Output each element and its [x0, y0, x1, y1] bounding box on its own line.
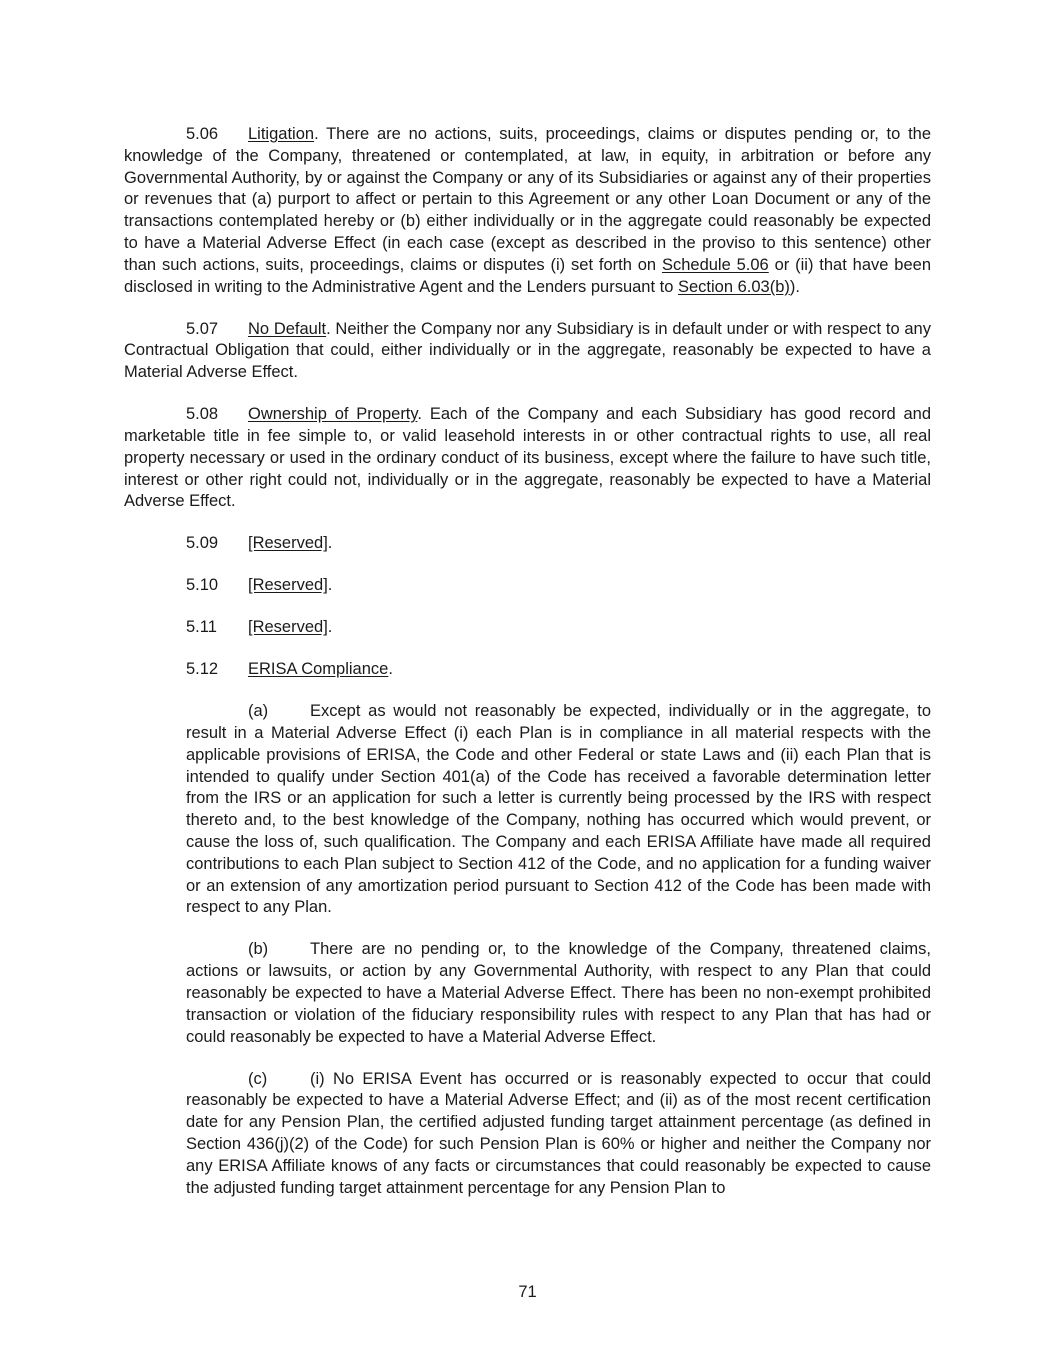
section-number: 5.08: [186, 405, 219, 424]
section-5-12: [186, 659, 931, 681]
section-text: or (ii) that have been disclosed in writing to the Administrative Agent and the Lenders pursuant to: [124, 255, 932, 296]
section-text: . There are no actions, suits, proceedings, claims or disputes pending or, to the knowledge of the Company, threatened or contemplated, at law, in equity, in arbitration or before any Governmental Authority, by or against the Company or any of its Subsidiaries or against any of their properties or revenues that (a) purport to affect or pertain to this Agreement or any other Loan Document or any of the transactions contemplated hereby or (b) either individually or in the aggregate could reasonably be expected to have a Material Adverse Effect (in each case (except as described in the proviso to this sentence) other than such actions, suits, proceedings, claims or disputes (i) set forth on: [124, 125, 931, 274]
section-number: 5.12: [186, 660, 219, 679]
subsection-label: (a): [248, 702, 269, 721]
subsection-a: [186, 701, 931, 919]
subsection-text: There are no pending or, to the knowledge of the Company, threatened claims, actions or lawsuits, or action by any Governmental Authority, with respect to any Plan that could reasonably be expected to have a Material Adverse Effect. There has been no non-exempt prohibited transaction or violation of the fiduciary responsibility rules with respect to any Plan that has had or could reasonably be expected to have a Material Adverse Effect.: [186, 940, 931, 1046]
subsection-c: [186, 1069, 931, 1200]
section-tail: .: [388, 660, 393, 679]
section-heading: Litigation: [248, 125, 315, 143]
page-number: 71: [518, 1283, 537, 1301]
section-tail: .: [327, 618, 333, 637]
section-number: 5.06: [186, 125, 219, 143]
section-number: 5.09: [186, 534, 219, 553]
subsection-label: (c): [248, 1069, 268, 1088]
section-reference: Section 6.03(b): [678, 277, 790, 296]
document-page: [124, 124, 931, 1220]
section-heading: ERISA Compliance: [248, 660, 389, 679]
section-heading: No Default: [248, 319, 327, 338]
section-tail: .: [327, 576, 333, 595]
schedule-reference: Schedule 5.06: [661, 255, 769, 274]
section-5-10: [186, 575, 931, 597]
section-heading: [Reserved]: [248, 534, 328, 553]
section-heading: [Reserved]: [248, 618, 328, 637]
section-text: ).: [789, 277, 800, 296]
section-text: . Neither the Company nor any Subsidiary is in default under or with respect to any Contractual Obligation that could, either individually or in the aggregate, reasonably be expected to have a Material Adverse Effect.: [124, 319, 931, 382]
section-heading: [Reserved]: [248, 576, 328, 595]
section-number: 5.10: [186, 576, 219, 595]
section-5-08: [124, 404, 931, 513]
section-5-11: [186, 617, 931, 639]
subsection-text: (i) No ERISA Event has occurred or is reasonably expected to occur that could reasonably be expected to have a Material Adverse Effect; and (ii) as of the most recent certification date for any Pension Plan, the certified adjusted funding target attainment percentage (as defined in Section 436(j)(2) of the Code) for such Pension Plan is 60% or higher and neither the Company nor any ERISA Affiliate knows of any facts or circumstances that could reasonably be expected to cause the adjusted funding target attainment percentage for any Pension Plan to: [186, 1069, 931, 1197]
section-heading: Ownership of Property: [248, 405, 418, 424]
section-5-06: [124, 124, 931, 298]
section-number: 5.07: [186, 319, 219, 338]
section-5-09: [186, 533, 931, 555]
subsection-b: [186, 939, 931, 1048]
section-number: 5.11: [186, 618, 217, 637]
subsection-label: (b): [248, 940, 269, 959]
subsection-text: Except as would not reasonably be expected, individually or in the aggregate, to result in a Material Adverse Effect (i) each Plan is in compliance in all material respects with the applicable provisions of ERISA, the Code and other Federal or state Laws and (ii) each Plan that is intended to qualify under Section 401(a) of the Code has received a favorable determination letter from the IRS or an application for such a letter is currently being processed by the IRS with respect thereto and, to the best knowledge of the Company, nothing has occurred which would prevent, or cause the loss of, such qualification. The Company and each ERISA Affiliate have made all required contributions to each Plan subject to Section 412 of the Code, and no application for a funding waiver or an extension of any amortization period pursuant to Section 412 of the Code has been made with respect to any Plan.: [186, 702, 931, 917]
section-5-07: [124, 319, 931, 384]
section-text: . Each of the Company and each Subsidiary has good record and marketable title in fee simple to, or valid leasehold interests in or other contractual rights to use, all real property necessary or used in the ordinary conduct of its business, except where the failure to have such title, interest or other right could not, individually or in the aggregate, reasonably be expected to have a Material Adverse Effect.: [124, 405, 931, 511]
section-tail: .: [327, 534, 333, 553]
